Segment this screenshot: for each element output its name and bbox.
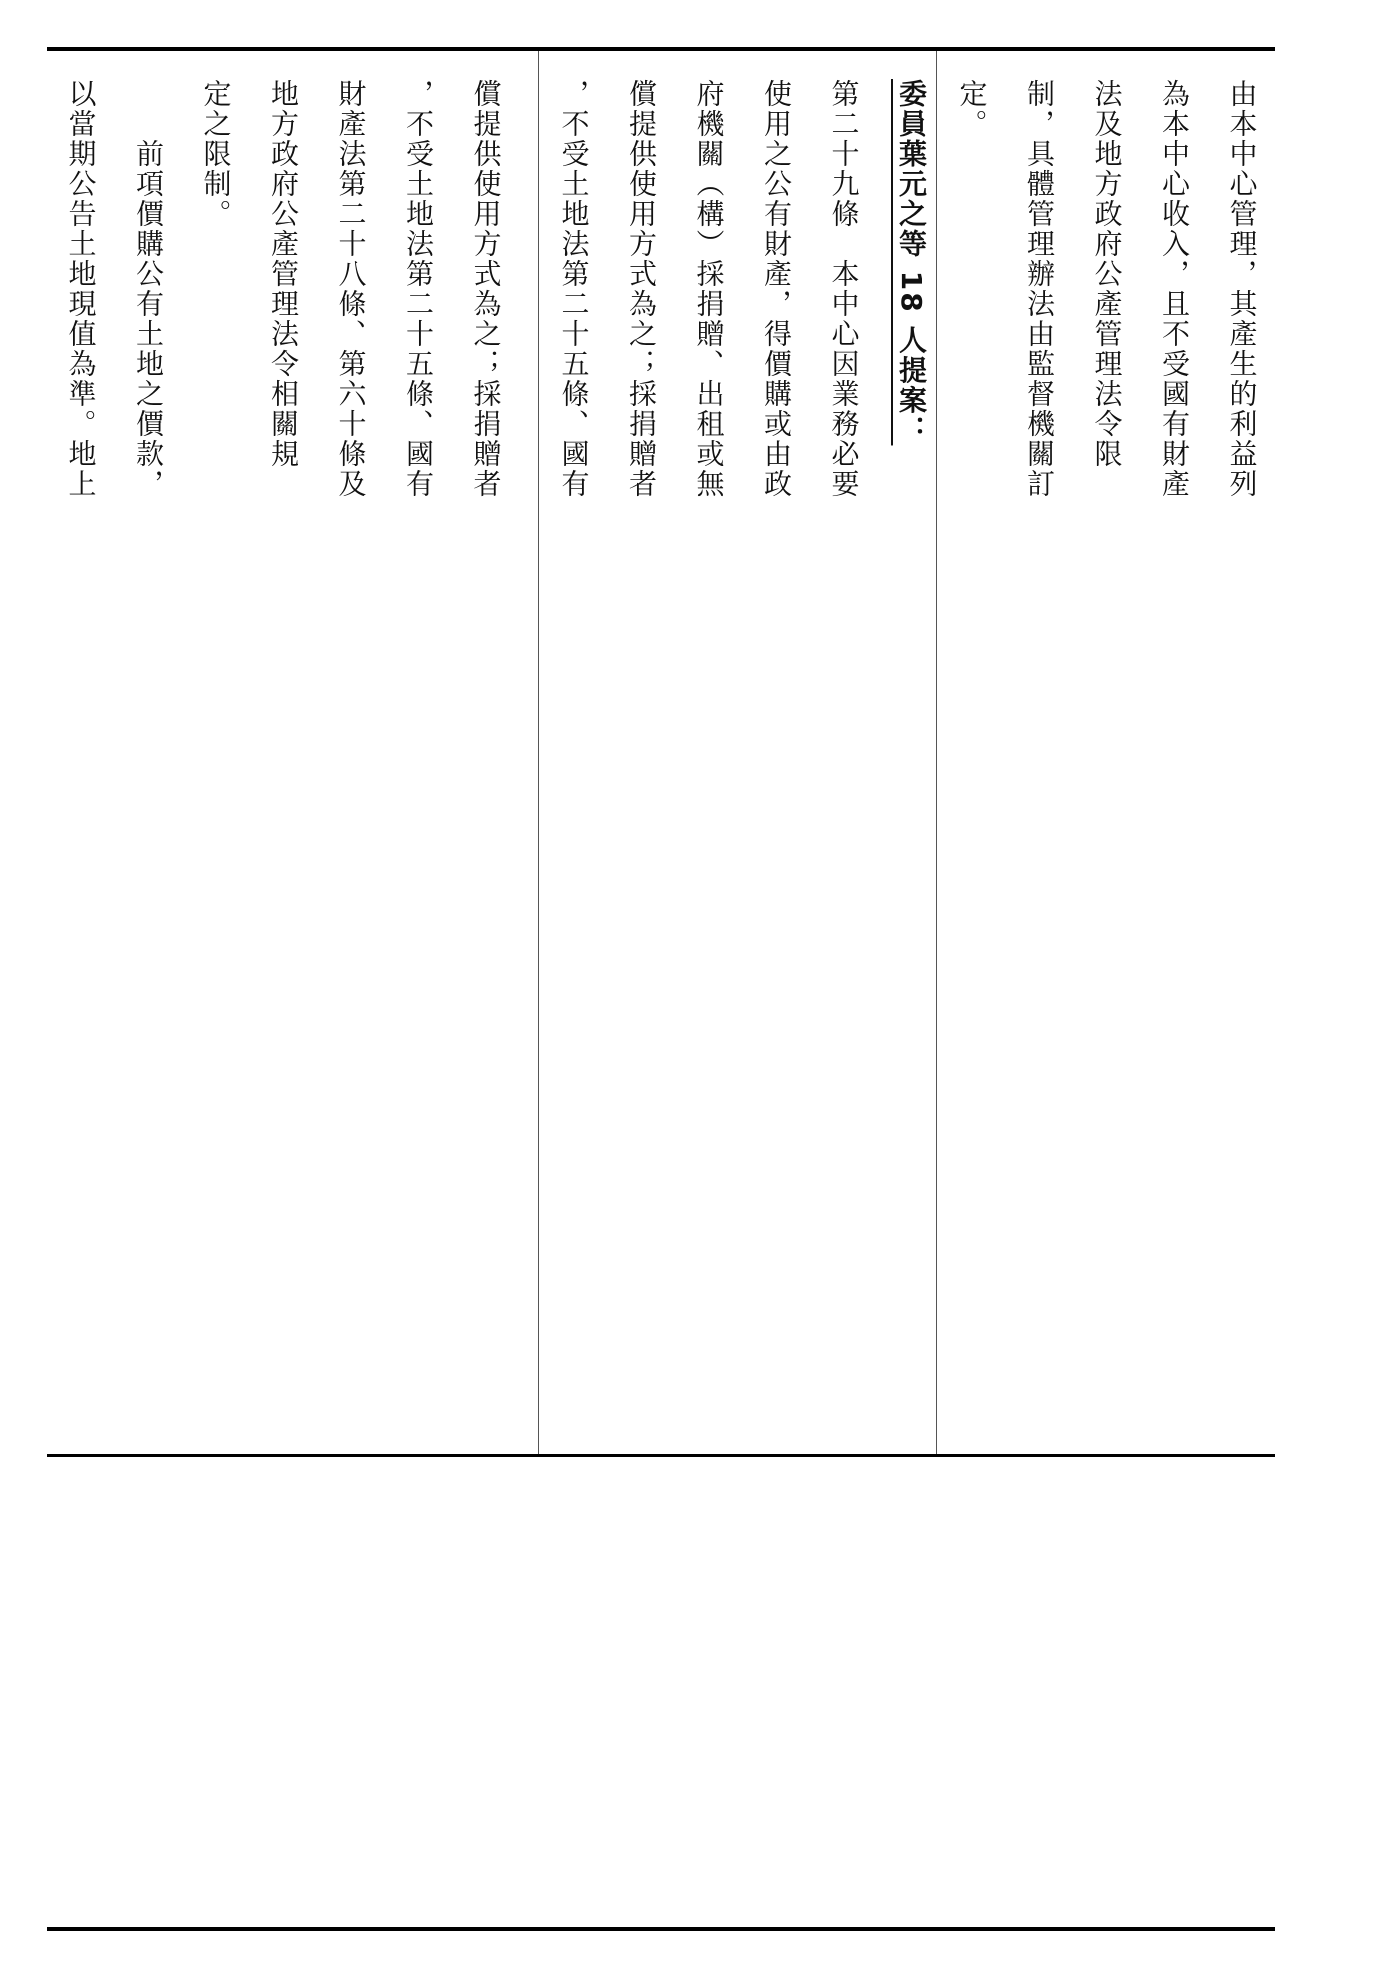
text-line: 償提供使用方式為之；採捐贈者 (469, 79, 503, 499)
text-line: 定。 (955, 79, 989, 139)
text-line: 府機關（構）採捐贈、出租或無 (692, 79, 726, 499)
column-middle-text (540, 51, 934, 1364)
bottom-rule (47, 1927, 1275, 1931)
text-line: 地方政府公產管理法令相關規 (267, 79, 300, 469)
text-line: 使用之公有財產，得價購或由政 (760, 79, 793, 499)
middle-rule (47, 1454, 1275, 1457)
column-right-text (938, 51, 1275, 1364)
column-left-text (47, 51, 536, 1364)
text-line: ，不受土地法第二十五條、國有 (557, 79, 591, 499)
text-line (520, 79, 537, 1364)
text-line: 由本中心管理，其產生的利益列 (1225, 79, 1259, 499)
column-right (938, 51, 1275, 1454)
text-line: 制，具體管理辦法由監督機關訂 (1023, 79, 1056, 499)
text-line: 前項價購公有土地之價款， (132, 79, 165, 499)
column-left (47, 51, 536, 1454)
text-line: 第二十九條 本中心因業務必要 (827, 79, 861, 499)
text-line: ，不受土地法第二十五條、國有 (402, 79, 435, 499)
column-middle (540, 51, 934, 1454)
text-line: 以當期公告土地現值為準。地上 (64, 79, 98, 499)
proposal-heading: 委員葉元之等 18 人提案： (895, 79, 928, 446)
text-line: 定之限制。 (199, 79, 233, 229)
text-line: 財產法第二十八條、第六十條及 (334, 79, 368, 499)
column-divider-left (538, 51, 539, 1454)
column-divider-right (936, 51, 937, 1454)
text-line: 法及地方政府公產管理法令限 (1090, 79, 1124, 469)
text-line: 償提供使用方式為之；採捐贈者 (625, 79, 658, 499)
text-line: 為本中心收入，且不受國有財產 (1158, 79, 1191, 499)
